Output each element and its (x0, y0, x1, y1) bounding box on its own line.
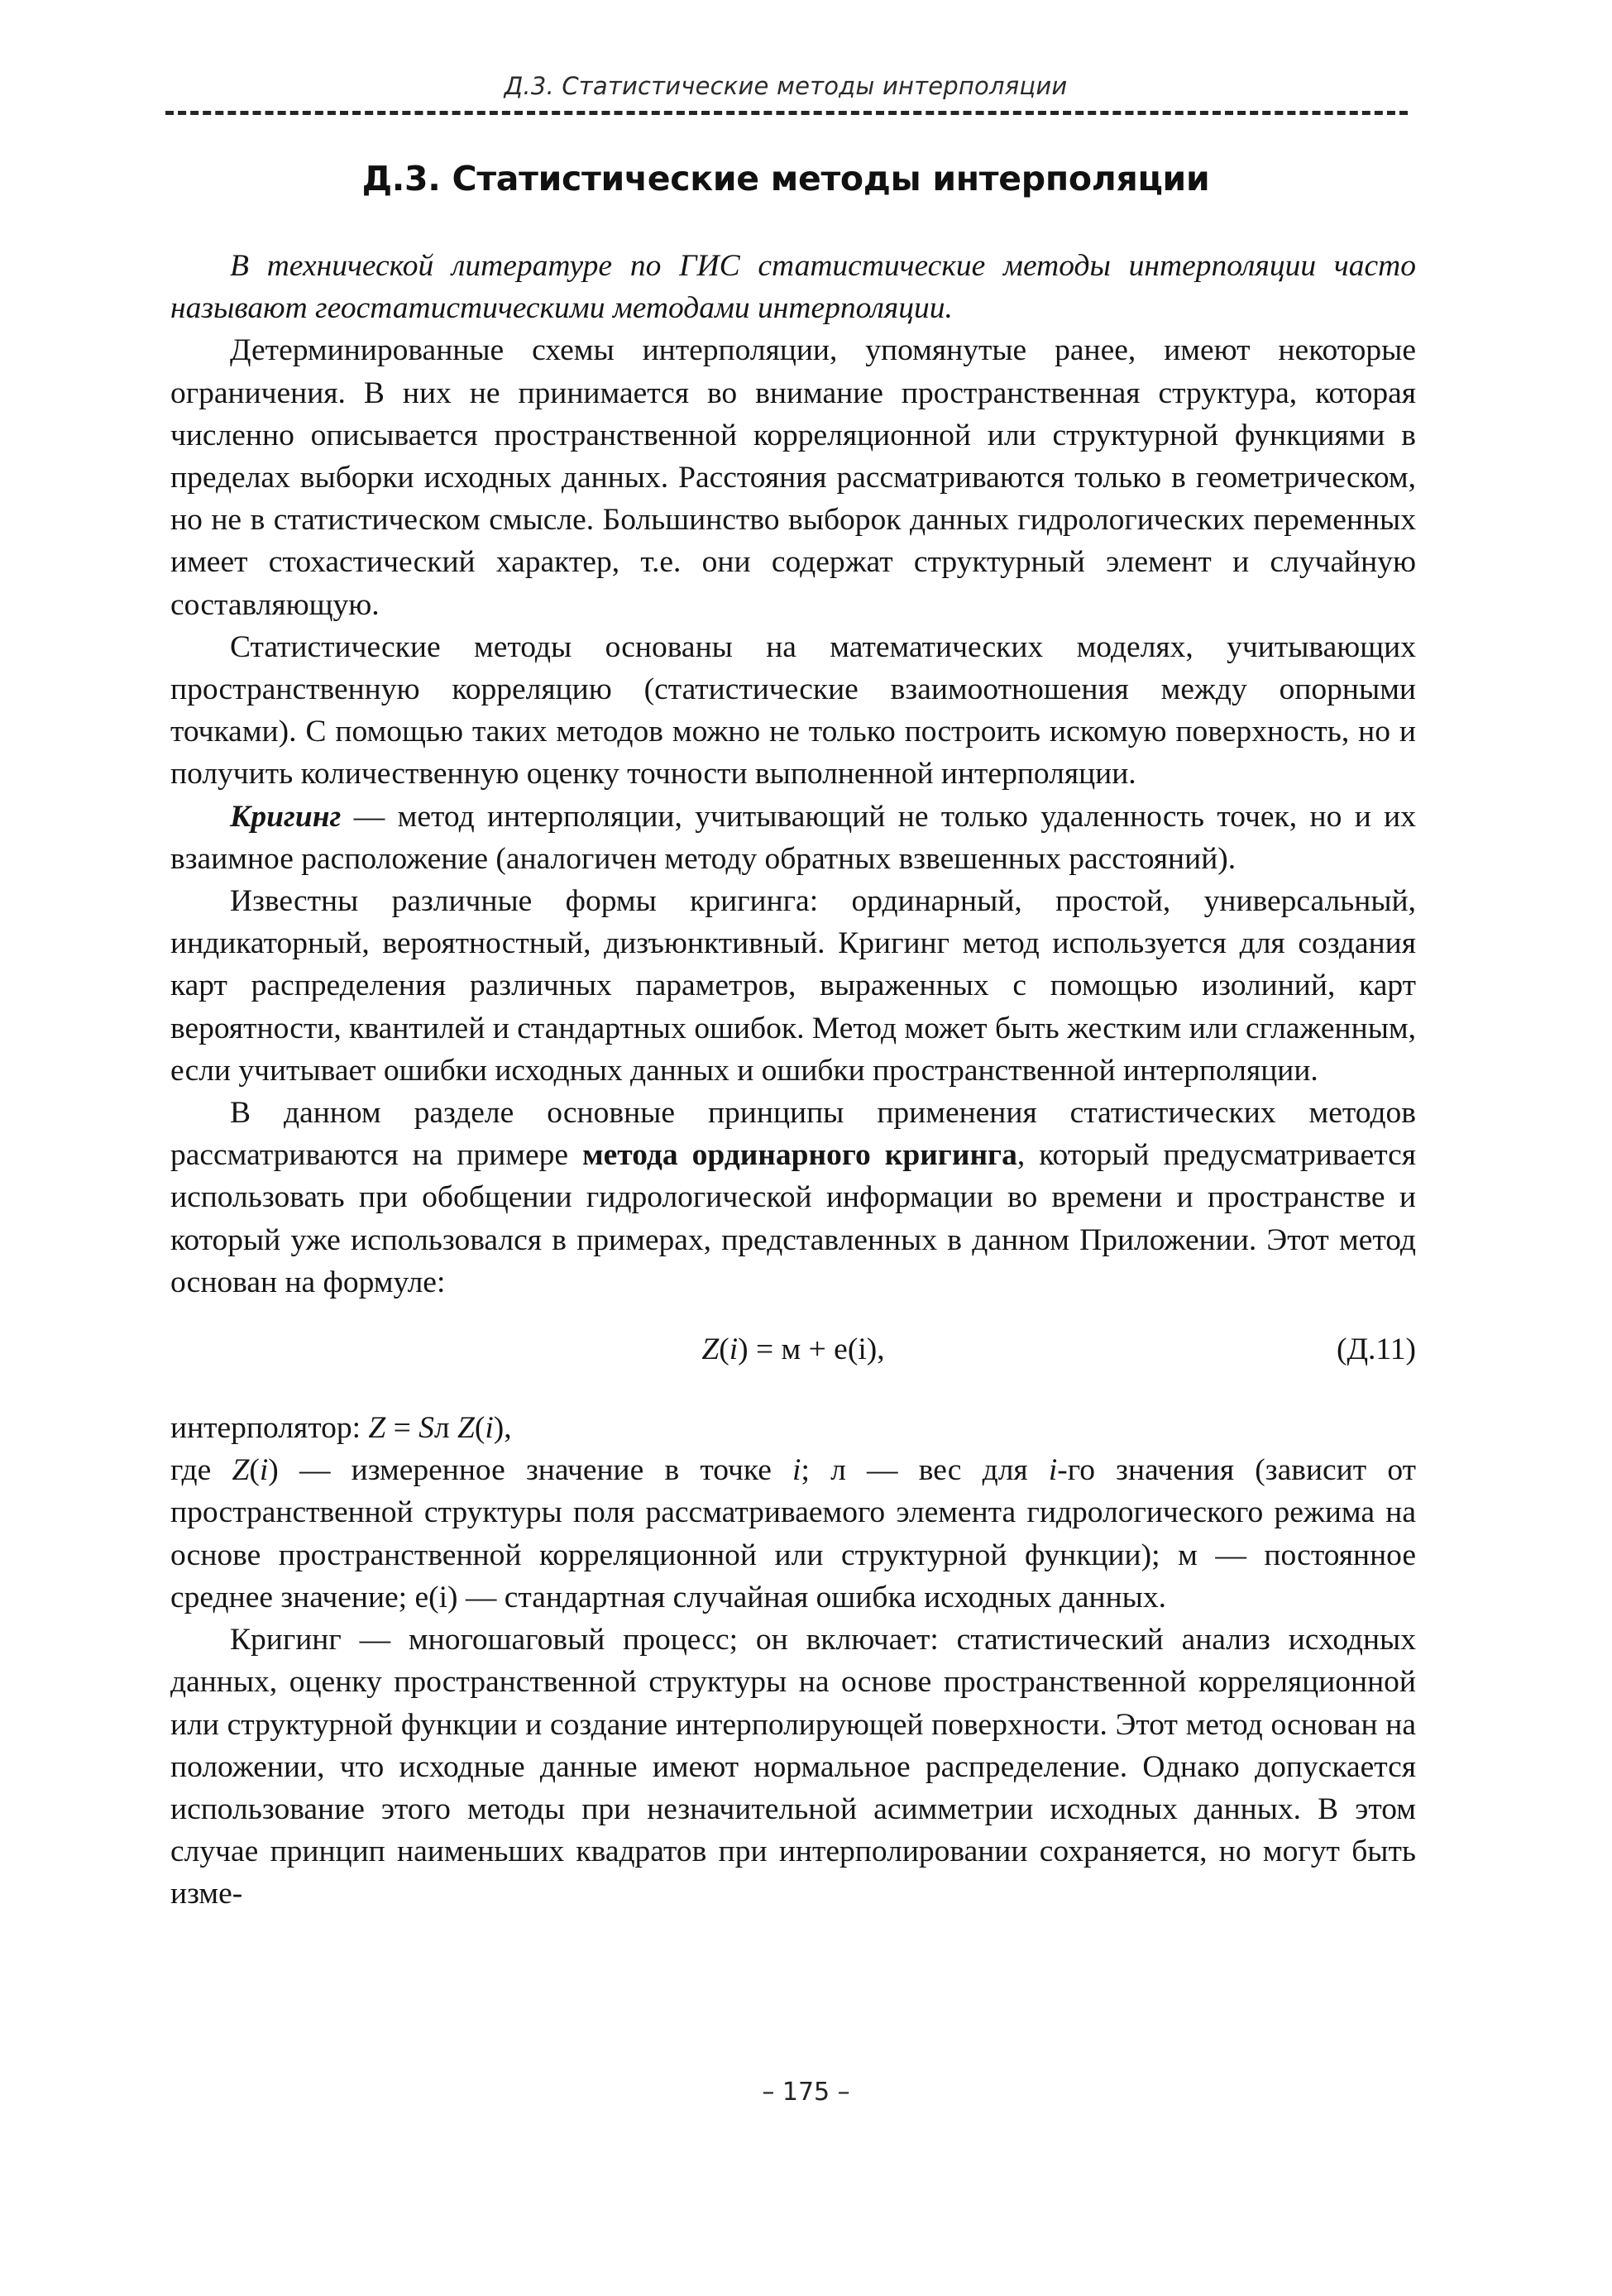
intro-paragraph: В технической литературе по ГИС статистические методы интерполяции часто называют геостатистическими методами интерполяции. (170, 249, 1416, 326)
where-i: i (259, 1453, 269, 1488)
kriging-definition-text: — метод интерполяции, учитывающий не только удаленность точек, но и их взаимное расположение (аналогичен методу обратных взвешенных расстояний). (170, 799, 1416, 876)
interpolator-line: интерполятор: Z = Sл Z(i), (170, 1411, 512, 1446)
where-i3: i (1048, 1453, 1058, 1488)
page-number: – 175 – (762, 2078, 850, 2107)
paragraph-kriging-definition (170, 796, 1416, 880)
where-text-1: — измеренное значение в точке (278, 1453, 793, 1488)
where-text-3: -го значения (зависит от пространственной структуры поля рассматриваемого элемента гидрологического режима на основе пространственной корреляционной или структурной функции); м — постоянное среднее значение; е(i) — стандартная случайная ошибка исходных данных. (170, 1453, 1416, 1614)
where-i2: i (792, 1453, 801, 1488)
interpolator-lambda: л (433, 1411, 458, 1446)
ordinary-kriging-text-after: , который предусматривается использовать при обобщении гидрологической информации во времени и пространстве и который уже использовался в примерах, представленных в данном Приложении. Этот метод основан на формуле: (170, 1138, 1416, 1299)
formula-rest: = м + е(i), (748, 1332, 885, 1367)
where-z: Z (232, 1453, 250, 1488)
paragraph-statistical-methods: Статистические методы основаны на математических моделях, учитывающих пространственную корреляцию (статистические взаимоотношения между опорными точками). С помощью таких методов можно не только построить искомую поверхность, но и получить количественную оценку точности выполненной интерполяции. (170, 629, 1416, 792)
where-text-2: ; л — вес для (801, 1453, 1049, 1488)
paragraph-kriging-forms: Известны различные формы кригинга: ординарный, простой, универсальный, индикаторный, вероятностный, дизъюнктивный. Кригинг метод используется для создания карт распределения различных параметров, выраженных с помощью изолиний, карт вероятности, квантилей и стандартных ошибок. Метод может быть жестким или сглаженным, если учитывает ошибки исходных данных и ошибки пространственной интерполяции. (170, 884, 1416, 1088)
header-divider (165, 111, 1408, 115)
interpolator-z: Z (368, 1411, 386, 1446)
ordinary-kriging-text-before: В данном разделе основные принципы применения статистических методов рассматриваются на примере (170, 1096, 1416, 1173)
formula-d11 (170, 1328, 1416, 1370)
where-start: где (170, 1453, 232, 1488)
interpolator-label: интерполятор: (170, 1411, 369, 1446)
interpolator-equals: = (385, 1411, 419, 1446)
formula-number: (Д.11) (1336, 1332, 1416, 1367)
interpolator-i: i (485, 1411, 494, 1446)
kriging-term: Кригинг (230, 799, 342, 834)
paragraph-ordinary-kriging (170, 1092, 1416, 1303)
interpolator-end: , (504, 1411, 512, 1446)
formula-expression: Z(i) = м + е(i), (701, 1332, 885, 1367)
body-text (170, 245, 1416, 1916)
where-paragraph: где Z(i) — измеренное значение в точке i; л — вес для i-го значения (зависит от пространственной структуры поля рассматриваемого элемента гидрологического режима на основе пространственной корреляционной или структурной функции); м — постоянное среднее значение; е(i) — стандартная случайная ошибка исходных данных. (170, 1453, 1416, 1614)
running-header: Д.3. Статистические методы интерполяции (504, 72, 1068, 100)
formula-z: Z (701, 1332, 720, 1367)
interpolator-s: S (419, 1411, 434, 1446)
paragraph-kriging-process: Кригинг — многошаговый процесс; он включает: статистический анализ исходных данных, оценку пространственной структуры на основе пространственной корреляционной или структурной функции и создание интерполирующей поверхности. Этот метод основан на положении, что исходные данные имеют нормальное распределение. Однако допускается использование этого методы при незначительной асимметрии исходных данных. В этом случае принцип наименьших квадратов при интерполировании сохраняется, но могут быть изме- (170, 1623, 1416, 1911)
paragraph-deterministic: Детерминированные схемы интерполяции, упомянутые ранее, имеют некоторые ограничения. В них не принимается во внимание пространственная структура, которая численно описывается пространственной корреляционной или структурной функциями в пределах выборки исходных данных. Расстояния рассматриваются только в геометрическом, но не в статистическом смысле. Большинство выборок данных гидрологических переменных имеет стохастический характер, т.е. они содержат структурный элемент и случайную составляющую. (170, 333, 1416, 622)
formula-i: i (729, 1332, 739, 1367)
section-title: Д.3. Статистические методы интерполяции (361, 159, 1210, 199)
ordinary-kriging-term: метода ординарного кригинга (582, 1138, 1017, 1173)
interpolator-z2: Z (457, 1411, 475, 1446)
